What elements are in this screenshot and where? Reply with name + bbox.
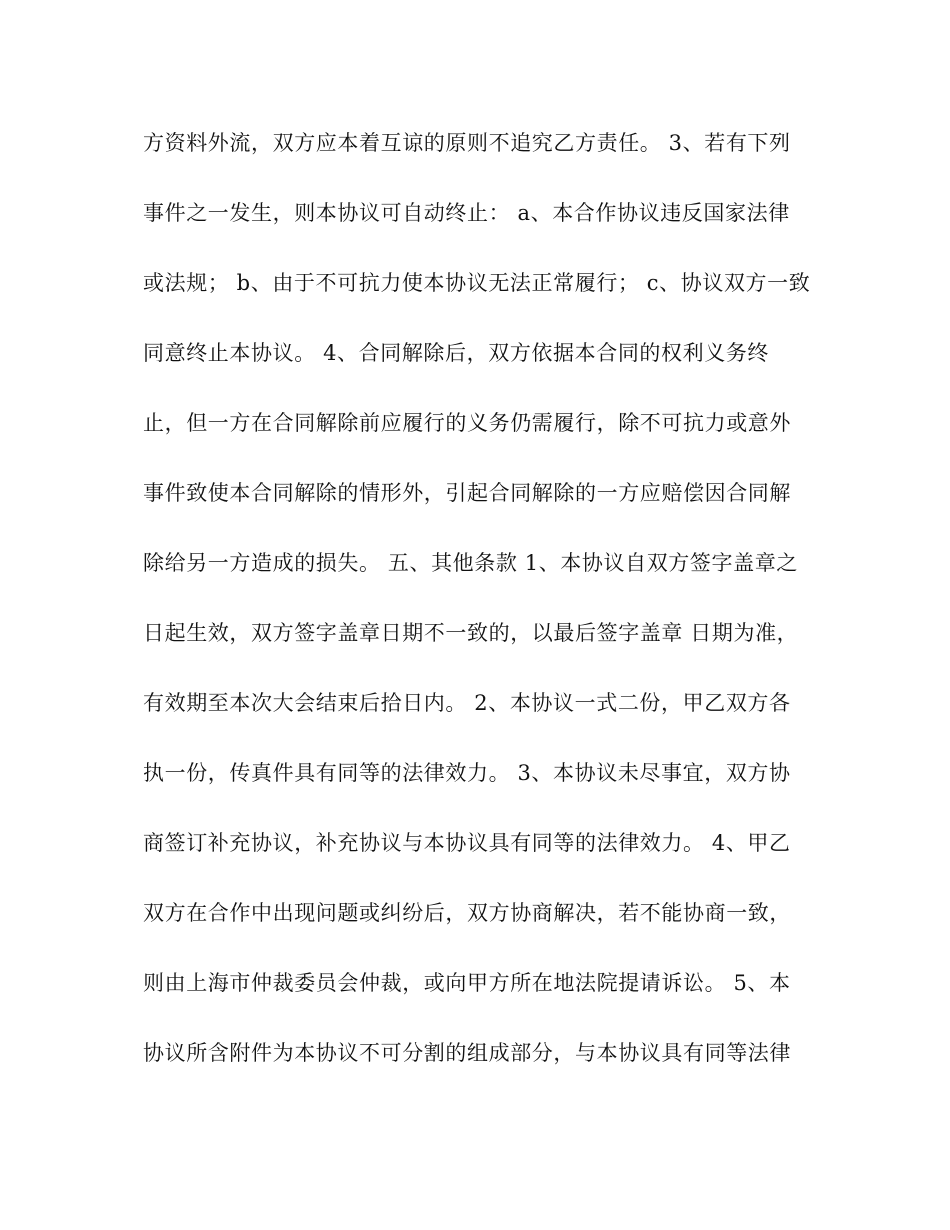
- contract-body-text: [143, 125, 823, 1105]
- text-line-9: 有效期至本次大会结束后拾日内。 2、本协议一式二份，甲乙双方各: [143, 691, 791, 715]
- text-line-2: 事件之一发生，则本协议可自动终止： a、本合作协议违反国家法律: [143, 201, 790, 225]
- text-line-1: 方资料外流，双方应本着互谅的原则不追究乙方责任。 3、若有下列: [143, 131, 791, 155]
- text-line-13: 则由上海市仲裁委员会仲裁，或向甲方所在地法院提请诉讼。 5、本: [143, 971, 791, 995]
- text-line-7: 除给另一方造成的损失。 五、其他条款 1、本协议自双方签字盖章之: [143, 551, 798, 575]
- text-line-14: 协议所含附件为本协议不可分割的组成部分，与本协议具有同等法律: [143, 1041, 791, 1065]
- text-line-6: 事件致使本合同解除的情形外，引起合同解除的一方应赔偿因合同解: [143, 481, 791, 505]
- text-line-3: 或法规； b、由于不可抗力使本协议无法正常履行； c、协议双方一致: [143, 271, 811, 295]
- text-line-5: 止，但一方在合同解除前应履行的义务仍需履行，除不可抗力或意外: [143, 411, 791, 435]
- text-line-12: 双方在合作中出现问题或纠纷后，双方协商解决，若不能协商一致，: [143, 901, 791, 925]
- text-line-10: 执一份，传真件具有同等的法律效力。 3、本协议未尽事宜，双方协: [143, 761, 791, 785]
- text-line-8: 日起生效，双方签字盖章日期不一致的，以最后签字盖章 日期为准，: [143, 621, 799, 645]
- text-line-11: 商签订补充协议，补充协议与本协议具有同等的法律效力。 4、甲乙: [143, 831, 791, 855]
- text-line-4: 同意终止本协议。 4、合同解除后，双方依据本合同的权利义务终: [143, 341, 770, 365]
